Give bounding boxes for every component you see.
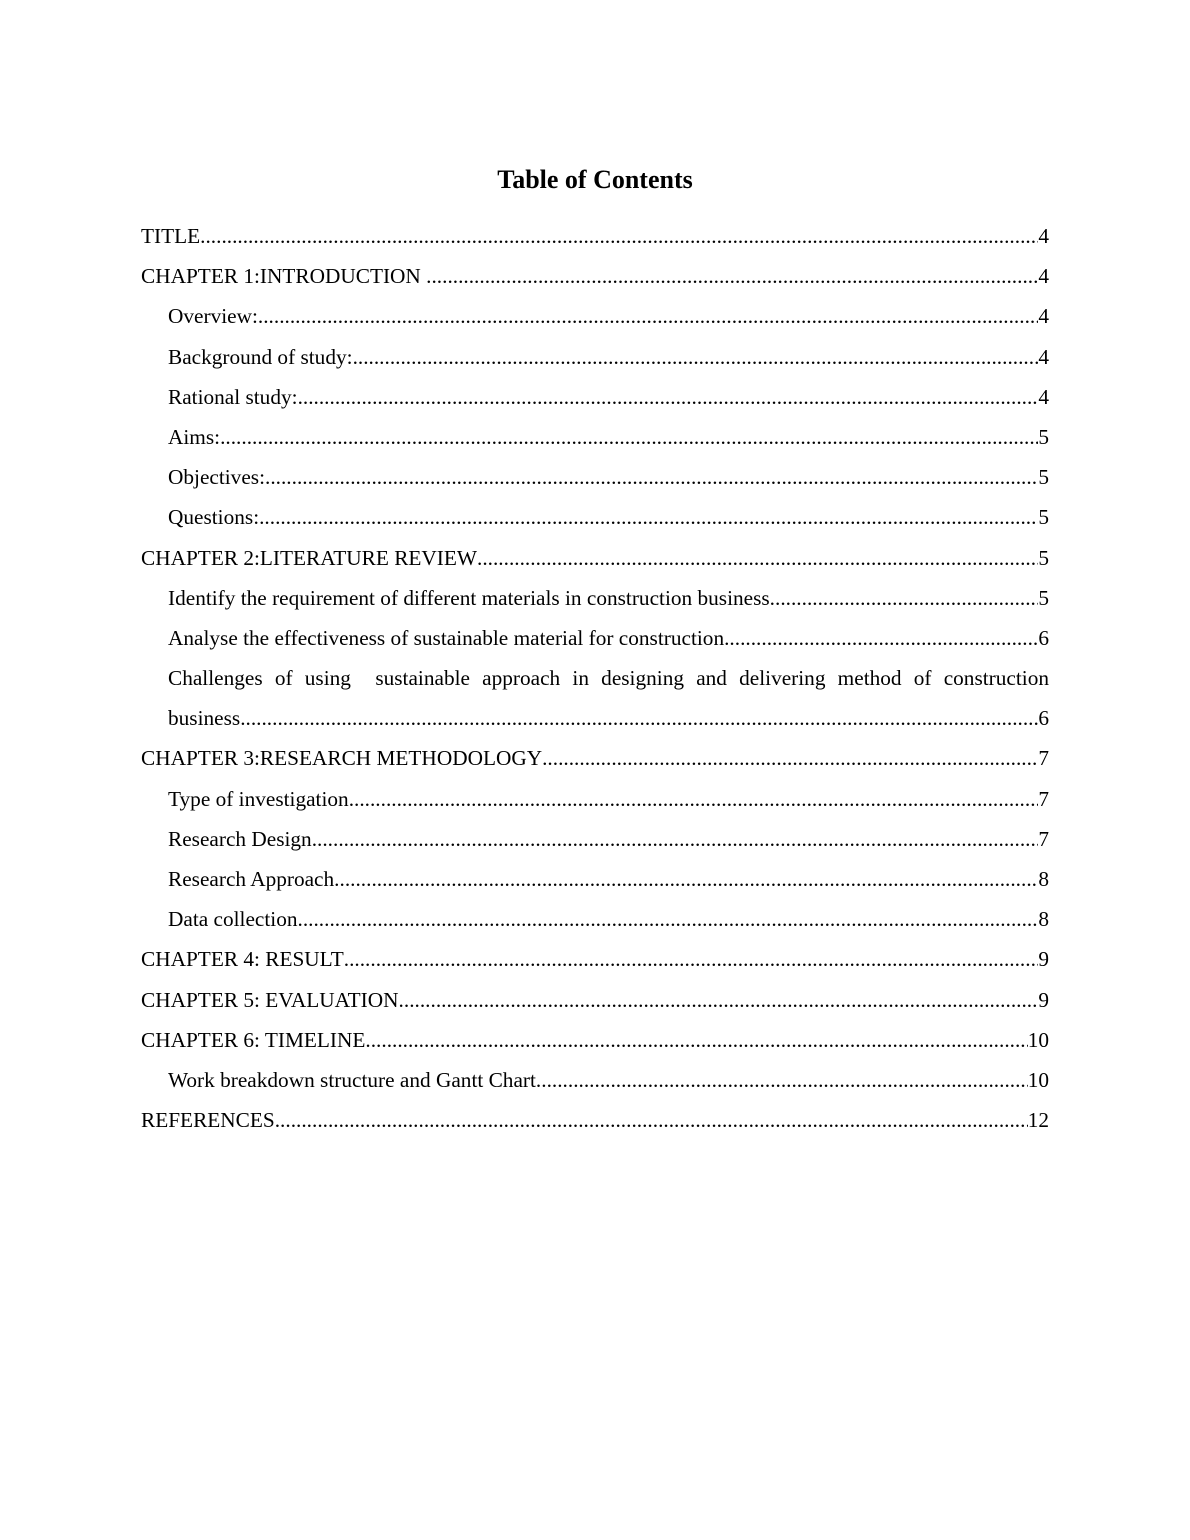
toc-page-number: 5 bbox=[1038, 585, 1049, 610]
toc-leader-dots bbox=[477, 538, 1038, 578]
toc-page-number: 4 bbox=[1038, 304, 1049, 329]
toc-leader-dots bbox=[259, 497, 1038, 537]
toc-entry-challenges[interactable] bbox=[141, 658, 1049, 738]
toc-leader-dots bbox=[258, 296, 1038, 336]
toc-page-number: 8 bbox=[1038, 867, 1049, 891]
toc-page-number: 6 bbox=[1038, 706, 1049, 731]
toc-page-number: 4 bbox=[1038, 384, 1049, 409]
toc-leader-dots bbox=[298, 899, 1039, 939]
toc-entry-references[interactable] bbox=[141, 1100, 1049, 1140]
toc-entry-rational-study[interactable] bbox=[141, 377, 1049, 417]
toc-entry-label: Overview: bbox=[168, 304, 258, 329]
toc-entry-questions[interactable] bbox=[141, 497, 1049, 537]
toc-entry-label: CHAPTER 5: EVALUATION bbox=[141, 987, 399, 1012]
toc-page-number: 9 bbox=[1038, 947, 1049, 972]
toc-page-number: 7 bbox=[1038, 746, 1049, 771]
toc-entry-label: Data collection bbox=[168, 907, 298, 932]
toc-entry-label: CHAPTER 3:RESEARCH METHODOLOGY bbox=[141, 746, 543, 771]
toc-entry-label: Analyse the effectiveness of sustainable material for construction bbox=[168, 625, 725, 650]
toc-entry-label: Work breakdown structure and Gantt Chart bbox=[168, 1067, 536, 1092]
toc-entry-label: Rational study: bbox=[168, 384, 298, 409]
toc-entry-type-of-investigation[interactable] bbox=[141, 779, 1049, 819]
toc-leader-dots bbox=[298, 377, 1039, 417]
toc-entry-work-breakdown[interactable] bbox=[141, 1060, 1049, 1100]
toc-entry-chapter-3[interactable] bbox=[141, 738, 1049, 778]
toc-leader-dots bbox=[220, 417, 1038, 457]
toc-leader-dots bbox=[724, 618, 1038, 658]
toc-leader-dots bbox=[542, 738, 1038, 778]
toc-leader-dots bbox=[536, 1060, 1028, 1100]
toc-page-number: 5 bbox=[1038, 465, 1049, 490]
toc-entry-overview[interactable] bbox=[141, 296, 1049, 336]
toc-entry-analyse-effectiveness[interactable] bbox=[141, 618, 1049, 658]
toc-entry-identify-requirement[interactable] bbox=[141, 578, 1049, 618]
toc-list bbox=[141, 216, 1049, 1140]
toc-entry-research-design[interactable] bbox=[141, 819, 1049, 859]
toc-entry-chapter-6[interactable] bbox=[141, 1020, 1049, 1060]
toc-entry-aims[interactable] bbox=[141, 417, 1049, 457]
toc-leader-dots bbox=[200, 216, 1038, 256]
toc-entry-label-line-2: business bbox=[168, 706, 241, 731]
toc-entry-chapter-2[interactable] bbox=[141, 538, 1049, 578]
toc-page-number: 8 bbox=[1038, 907, 1049, 932]
toc-leader-dots bbox=[426, 256, 1038, 296]
toc-entry-label: Type of investigation bbox=[168, 786, 349, 811]
toc-entry-label: CHAPTER 6: TIMELINE bbox=[141, 1027, 366, 1052]
toc-entry-label: Questions: bbox=[168, 505, 260, 530]
toc-page-number: 7 bbox=[1038, 826, 1049, 851]
toc-entry-chapter-1[interactable] bbox=[141, 256, 1049, 296]
toc-entry-objectives[interactable] bbox=[141, 457, 1049, 497]
toc-entry-label: Background of study: bbox=[168, 344, 353, 369]
toc-entry-chapter-4[interactable] bbox=[141, 939, 1049, 979]
toc-page-number: 7 bbox=[1038, 786, 1049, 811]
toc-leader-dots bbox=[334, 859, 1038, 899]
toc-entry-label: REFERENCES bbox=[141, 1108, 275, 1133]
toc-page-number: 10 bbox=[1027, 1067, 1049, 1092]
toc-page-number: 9 bbox=[1038, 987, 1049, 1012]
toc-entry-data-collection[interactable] bbox=[141, 899, 1049, 939]
toc-leader-dots bbox=[399, 980, 1039, 1020]
toc-leader-dots bbox=[265, 457, 1038, 497]
toc-leader-dots bbox=[349, 779, 1039, 819]
toc-entry-label: Research Approach bbox=[168, 867, 335, 891]
toc-entry-label: Aims: bbox=[168, 424, 221, 449]
toc-page-number: 5 bbox=[1038, 505, 1049, 530]
toc-leader-dots bbox=[240, 698, 1038, 738]
toc-page-number: 5 bbox=[1038, 545, 1049, 570]
toc-leader-dots bbox=[770, 578, 1039, 618]
toc-entry-background[interactable] bbox=[141, 337, 1049, 377]
toc-page-number: 4 bbox=[1038, 264, 1049, 289]
toc-leader-dots bbox=[365, 1020, 1027, 1060]
toc-entry-label-line-1: Challenges of using sustainable approach in designing and delivering method of construction bbox=[168, 666, 1049, 691]
toc-entry-label: CHAPTER 1:INTRODUCTION bbox=[141, 264, 427, 289]
toc-leader-dots bbox=[312, 819, 1039, 859]
toc-leader-dots bbox=[344, 939, 1039, 979]
toc-entry-research-approach[interactable] bbox=[141, 859, 1049, 899]
toc-page-number: 5 bbox=[1038, 424, 1049, 449]
toc-page-number: 6 bbox=[1038, 625, 1049, 650]
toc-page-number: 12 bbox=[1027, 1108, 1049, 1133]
toc-page-number: 10 bbox=[1027, 1027, 1049, 1052]
toc-entry-label: Research Design bbox=[168, 826, 312, 851]
toc-entry-label: Identify the requirement of different materials in construction business bbox=[168, 585, 770, 610]
toc-entry-chapter-5[interactable] bbox=[141, 980, 1049, 1020]
toc-entry-title[interactable] bbox=[141, 216, 1049, 256]
toc-page-number: 4 bbox=[1038, 344, 1049, 369]
toc-entry-line-2 bbox=[168, 698, 1049, 738]
toc-page-number: 4 bbox=[1038, 224, 1049, 248]
toc-heading: Table of Contents bbox=[497, 165, 693, 194]
toc-entry-label: CHAPTER 2:LITERATURE REVIEW bbox=[141, 545, 477, 570]
toc-entry-label: TITLE bbox=[141, 224, 201, 248]
toc-leader-dots bbox=[353, 337, 1039, 377]
toc-entry-label: Objectives: bbox=[168, 465, 265, 490]
toc-entry-label: CHAPTER 4: RESULT bbox=[141, 947, 344, 972]
toc-leader-dots bbox=[275, 1100, 1028, 1140]
